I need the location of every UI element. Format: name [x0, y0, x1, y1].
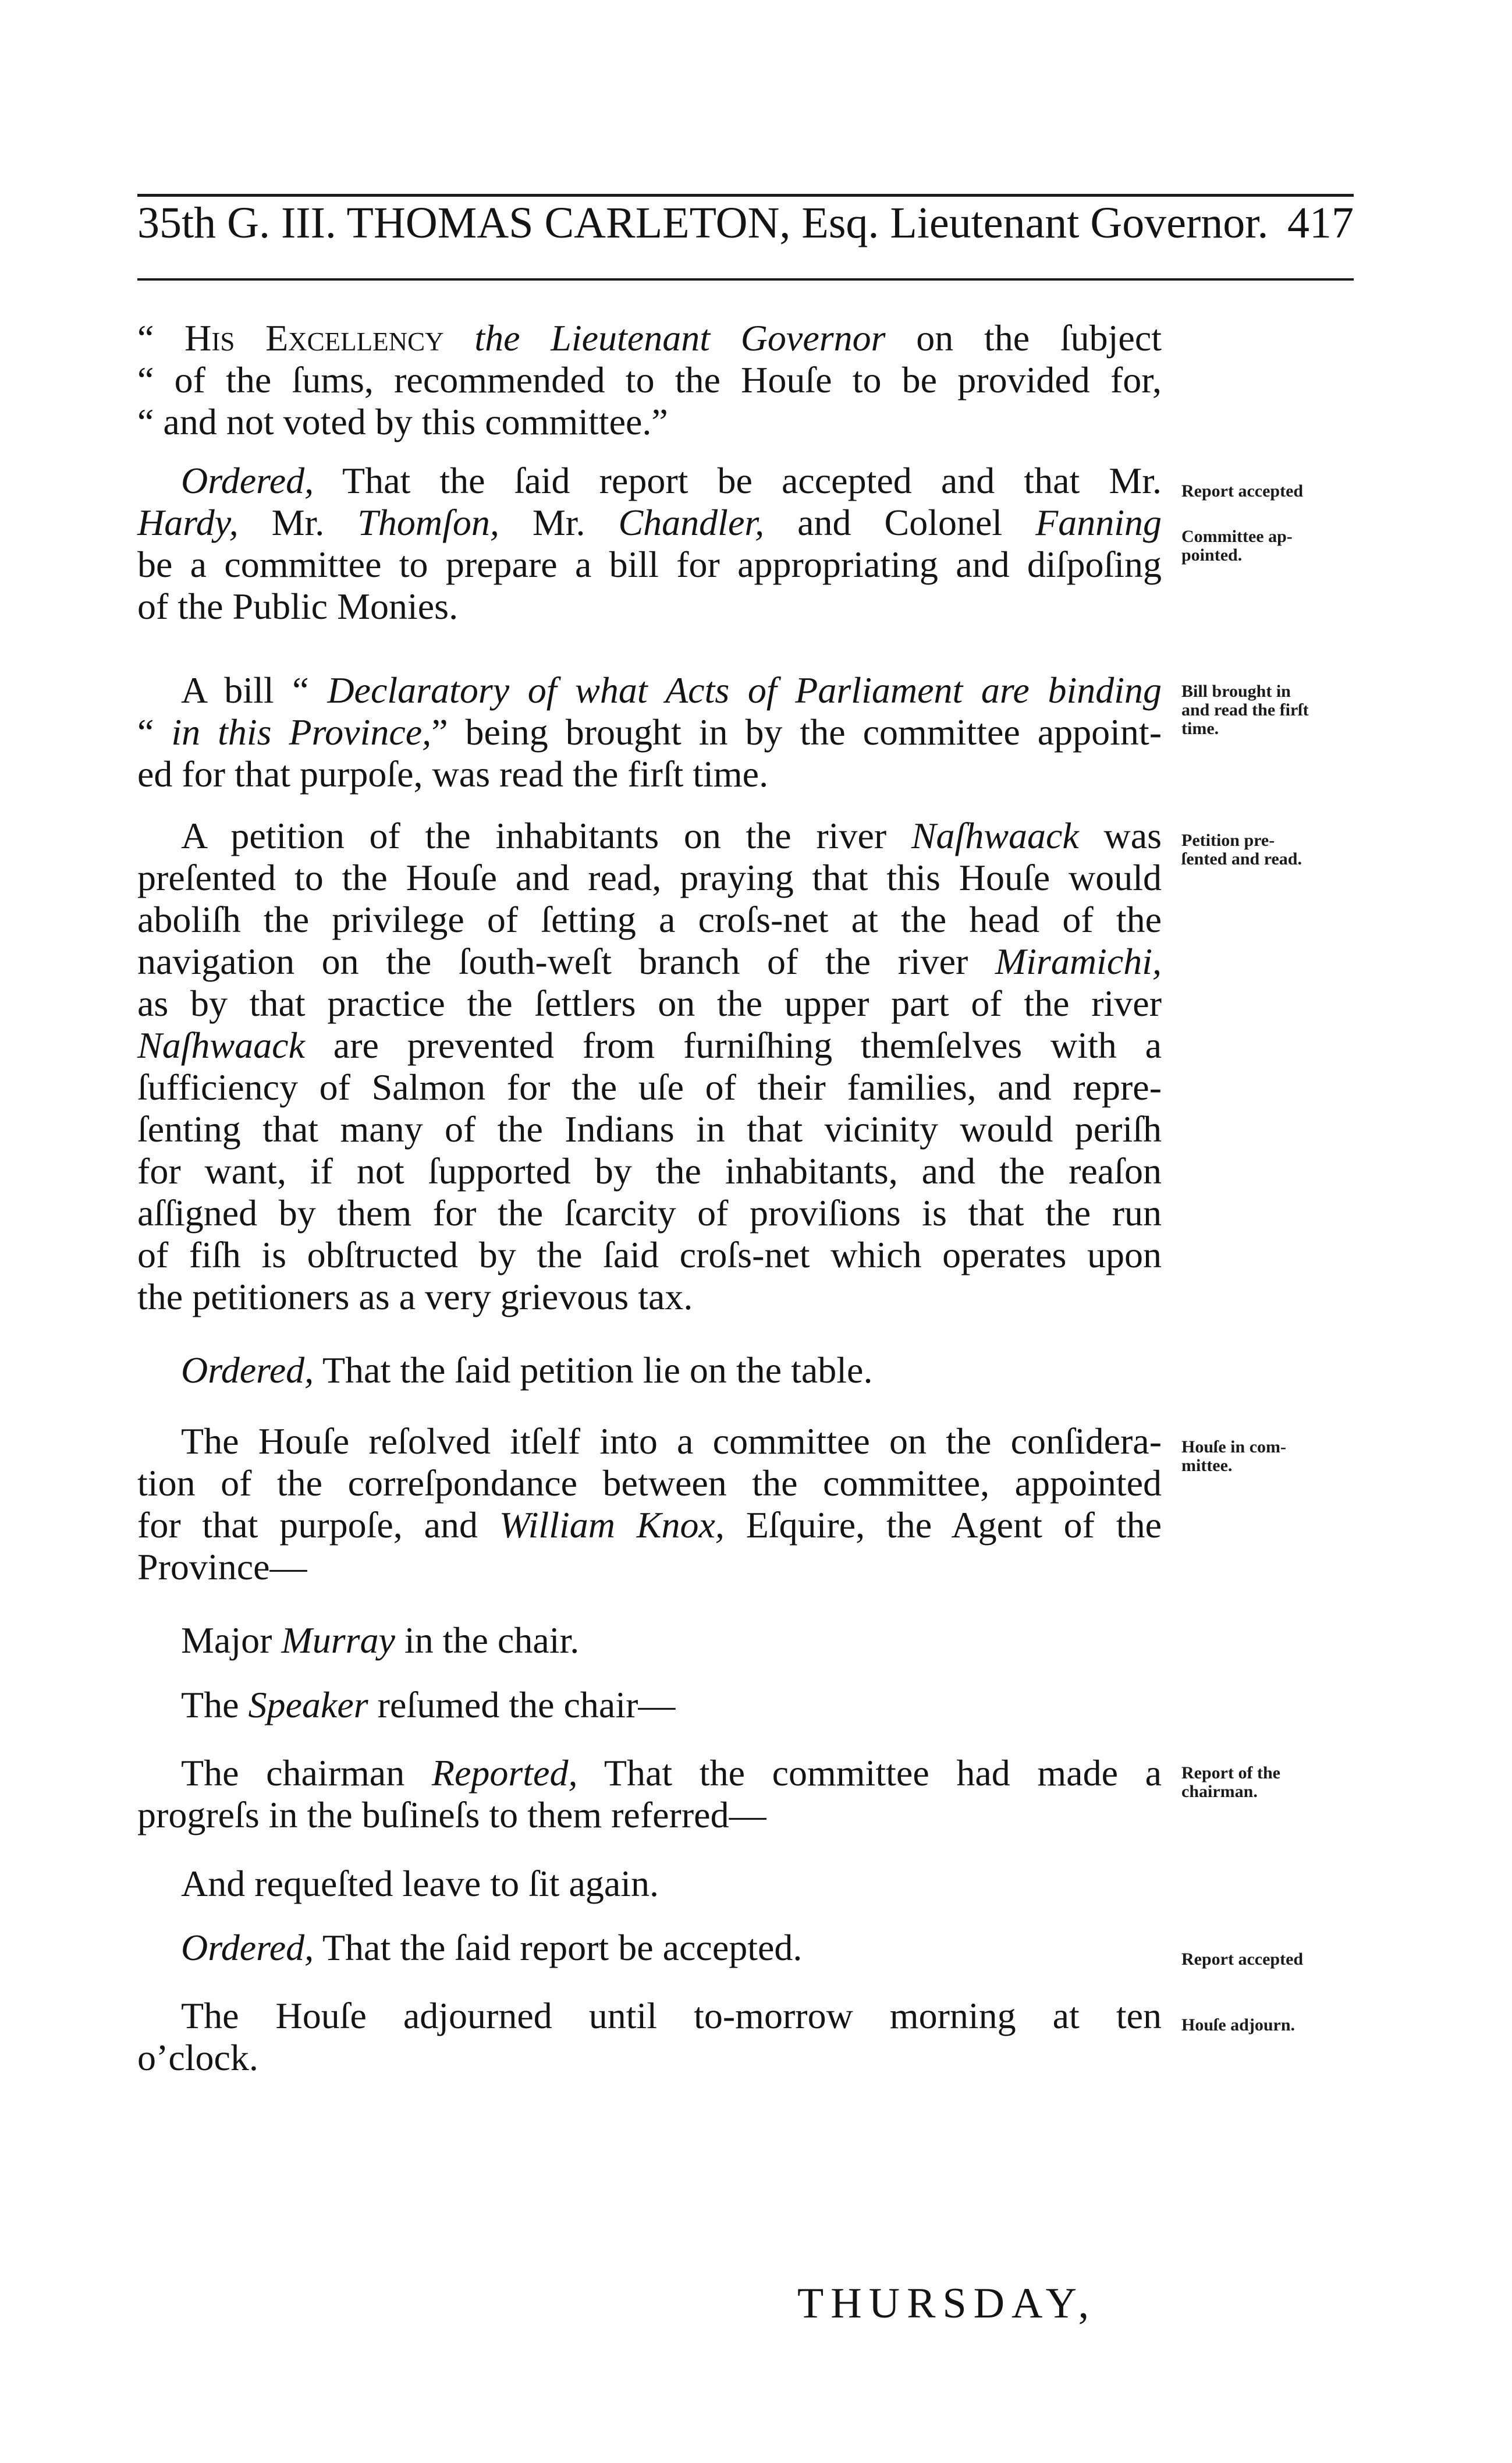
paragraph-bill [137, 669, 1162, 795]
text-line: navigation on the ſouth-weſt branch of the river Miramichi, [137, 941, 1162, 982]
marginal-note: Committee ap- pointed. [1181, 527, 1293, 565]
header-rule-bottom [137, 278, 1354, 281]
paragraph-speaker [137, 1684, 1162, 1726]
paragraph-adjourned [137, 1995, 1162, 2079]
text-line: “ in this Province,” being brought in by the committee appoint- [137, 711, 1162, 753]
text-line: ſufficiency of Salmon for the uſe of their families, and repre- [137, 1066, 1162, 1108]
paragraph-petition [137, 815, 1162, 1318]
text-line: tion of the correſpondance between the committee, appointed [137, 1462, 1162, 1504]
marginal-note: Bill brought in and read the firſt time. [1181, 682, 1309, 738]
paragraph-house-committee [137, 1420, 1162, 1588]
text-line: ſenting that many of the Indians in that vicinity would periſh [137, 1108, 1162, 1150]
text-line: preſented to the Houſe and read, praying that this Houſe would [137, 857, 1162, 898]
catchword: THURSDAY, [797, 2280, 1096, 2327]
text-line: Ordered, That the ſaid report be accepted. [181, 1927, 803, 1968]
text-line: the petitioners as a very grievous tax. [137, 1276, 693, 1317]
marginal-note: Report accepted [1181, 1950, 1304, 1969]
text-line: Ordered, That the ſaid petition lie on the table. [181, 1349, 873, 1391]
text-line: be a committee to prepare a bill for appropriating and diſpoſing [137, 544, 1162, 585]
text-line: aboliſh the privilege of ſetting a croſs-net at the head of the [137, 899, 1162, 940]
paragraph-chairman-report [137, 1752, 1162, 1836]
paragraph-chair [137, 1619, 1162, 1661]
text-line: o’clock. [137, 2037, 258, 2078]
text-line: “ of the ſums, recommended to the Houſe to be provided for, [137, 359, 1162, 401]
text-line: The Speaker reſumed the chair— [181, 1684, 676, 1725]
text-line: Ordered, That the ſaid report be accepted and that Mr. [181, 460, 1162, 501]
text-line: for want, if not ſupported by the inhabitants, and the reaſon [137, 1150, 1162, 1192]
text-line: A petition of the inhabitants on the river Naſhwaack was [181, 815, 1162, 856]
text-line: Naſhwaack are prevented from furniſhing themſelves with a [137, 1025, 1162, 1066]
text-line: for that purpoſe, and William Knox, Eſquire, the Agent of the [137, 1504, 1162, 1546]
text-line: aſſigned by them for the ſcarcity of proviſions is that the run [137, 1192, 1162, 1234]
text-line: ed for that purpoſe, was read the firſt time. [137, 753, 769, 795]
text-line: as by that practice the ſettlers on the upper part of the river [137, 983, 1162, 1024]
text-line: The Houſe adjourned until to-morrow morning at ten [181, 1995, 1162, 2036]
paragraph-leave [137, 1863, 1162, 1905]
page-number: 417 [1287, 199, 1354, 247]
text-line: of the Public Monies. [137, 586, 459, 627]
text-line: The Houſe reſolved itſelf into a committee on the conſidera- [181, 1420, 1162, 1462]
marginal-note: Houſe adjourn. [1181, 2015, 1296, 2035]
text-line: Province— [137, 1546, 307, 1587]
text-line: And requeſted leave to ſit again. [181, 1863, 659, 1904]
text-line: A bill “ Declaratory of what Acts of Parliament are binding [181, 669, 1162, 711]
header-rule-top [137, 194, 1354, 197]
paragraph-ordered-petition [137, 1349, 1162, 1391]
running-header [137, 201, 1354, 245]
text-line: of fiſh is obſtructed by the ſaid croſs-net which operates upon [137, 1234, 1162, 1275]
text-line: “ His Excellency the Lieutenant Governor on the ſubject [137, 317, 1162, 359]
text-line: “ and not voted by this committee.” [137, 401, 668, 442]
text-line: Hardy, Mr. Thomſon, Mr. Chandler, and Colonel Fanning [137, 502, 1162, 543]
marginal-note: Houſe in com- mittee. [1181, 1437, 1286, 1475]
paragraph-ordered-committee [137, 460, 1162, 628]
paragraph-quotation [137, 317, 1162, 443]
marginal-note: Report accepted [1181, 481, 1304, 501]
marginal-note: Report of the chairman. [1181, 1763, 1280, 1801]
paragraph-ordered-report [137, 1927, 1162, 1969]
text-line: The chairman Reported, That the committee had made a [181, 1752, 1162, 1794]
text-line: Major Murray in the chair. [181, 1619, 580, 1661]
text-line: progreſs in the buſineſs to them referred— [137, 1794, 766, 1835]
running-title: 35th G. III. THOMAS CARLETON, Esq. Lieutenant Governor. [137, 199, 1269, 247]
marginal-note: Petition pre- ſented and read. [1181, 831, 1302, 869]
